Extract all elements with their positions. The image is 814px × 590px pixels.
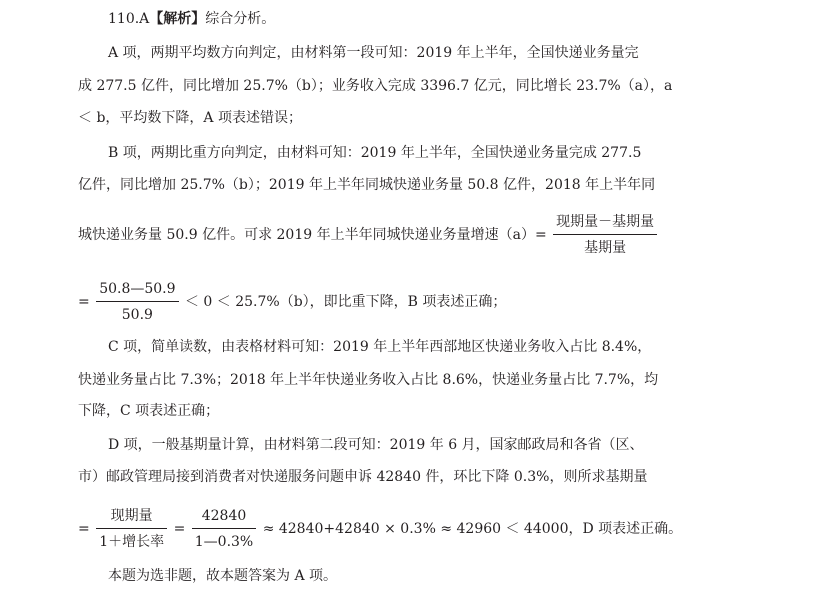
analysis-tag: 【解析】 (149, 11, 206, 27)
option-b-line-4 (78, 279, 506, 325)
formula-numerator: 现期量－基期量 (553, 212, 657, 235)
option-b-line-1: B 项，两期比重方向判定，由材料可知：2019 年上半年，全国快递业务量完成 277.5 (108, 145, 642, 161)
analysis-title: 综合分析。 (205, 11, 276, 27)
value-numerator: 42840 (192, 506, 256, 529)
question-number: 110.A (108, 11, 150, 27)
option-d-line-3 (78, 506, 682, 552)
base-period-formula (96, 506, 167, 552)
equals-sign: = (173, 521, 186, 537)
option-c-line-1: C 项，简单读数，由表格材料可知：2019 年上半年西部地区快递业务收入占比 8.4%， (108, 339, 652, 355)
option-a-line-1: A 项，两期平均数方向判定，由材料第一段可知：2019 年上半年，全国快递业务量完 (108, 45, 639, 61)
formula-numerator: 现期量 (96, 506, 167, 529)
option-b-line-3-text: 城快递业务量 50.9 亿件。可求 2019 年上半年同城快递业务量增速（a）= (78, 227, 547, 243)
option-d-line-2: 市）邮政管理局接到消费者对快递服务问题申诉 42840 件，环比下降 0.3%，则所求基期量 (78, 469, 648, 485)
option-b-line-3 (78, 212, 659, 258)
base-period-value (192, 506, 256, 552)
conclusion: 本题为选非题，故本题答案为 A 项。 (108, 568, 338, 584)
value-numerator: 50.8—50.9 (96, 279, 178, 302)
formula-denominator: 基期量 (584, 240, 627, 256)
equals-sign: = (78, 294, 90, 310)
solution-header (108, 9, 275, 29)
equals-sign: = (78, 521, 90, 537)
option-b-line-4-text: ＜ 0 ＜ 25.7%（b），即比重下降，B 项表述正确； (184, 294, 507, 310)
option-a-line-3: ＜ b，平均数下降，A 项表述错误； (78, 110, 302, 126)
value-denominator: 1—0.3% (194, 534, 254, 550)
option-a-line-2: 成 277.5 亿件，同比增加 25.7%（b）；业务收入完成 3396.7 亿元，同比增长 23.7%（a），a (78, 78, 673, 94)
option-d-line-1: D 项，一般基期量计算，由材料第二段可知：2019 年 6 月，国家邮政局和各省（区、 (108, 437, 644, 453)
option-c-line-2: 快递业务量占比 7.3%；2018 年上半年快递业务收入占比 8.6%，快递业务量占比 7.7%，均 (78, 372, 659, 388)
growth-rate-formula (553, 212, 657, 258)
formula-denominator: 1＋增长率 (99, 534, 165, 550)
value-denominator: 50.9 (121, 307, 153, 323)
option-b-line-2: 亿件，同比增加 25.7%（b）；2019 年上半年同城快递业务量 50.8 亿件，2018 年上半年同 (78, 177, 656, 193)
growth-rate-value (96, 279, 178, 325)
option-c-line-3: 下降，C 项表述正确； (78, 403, 220, 419)
option-d-line-3-text: ≈ 42840+42840 × 0.3% ≈ 42960 ＜ 44000，D 项表述正确。 (262, 521, 683, 537)
